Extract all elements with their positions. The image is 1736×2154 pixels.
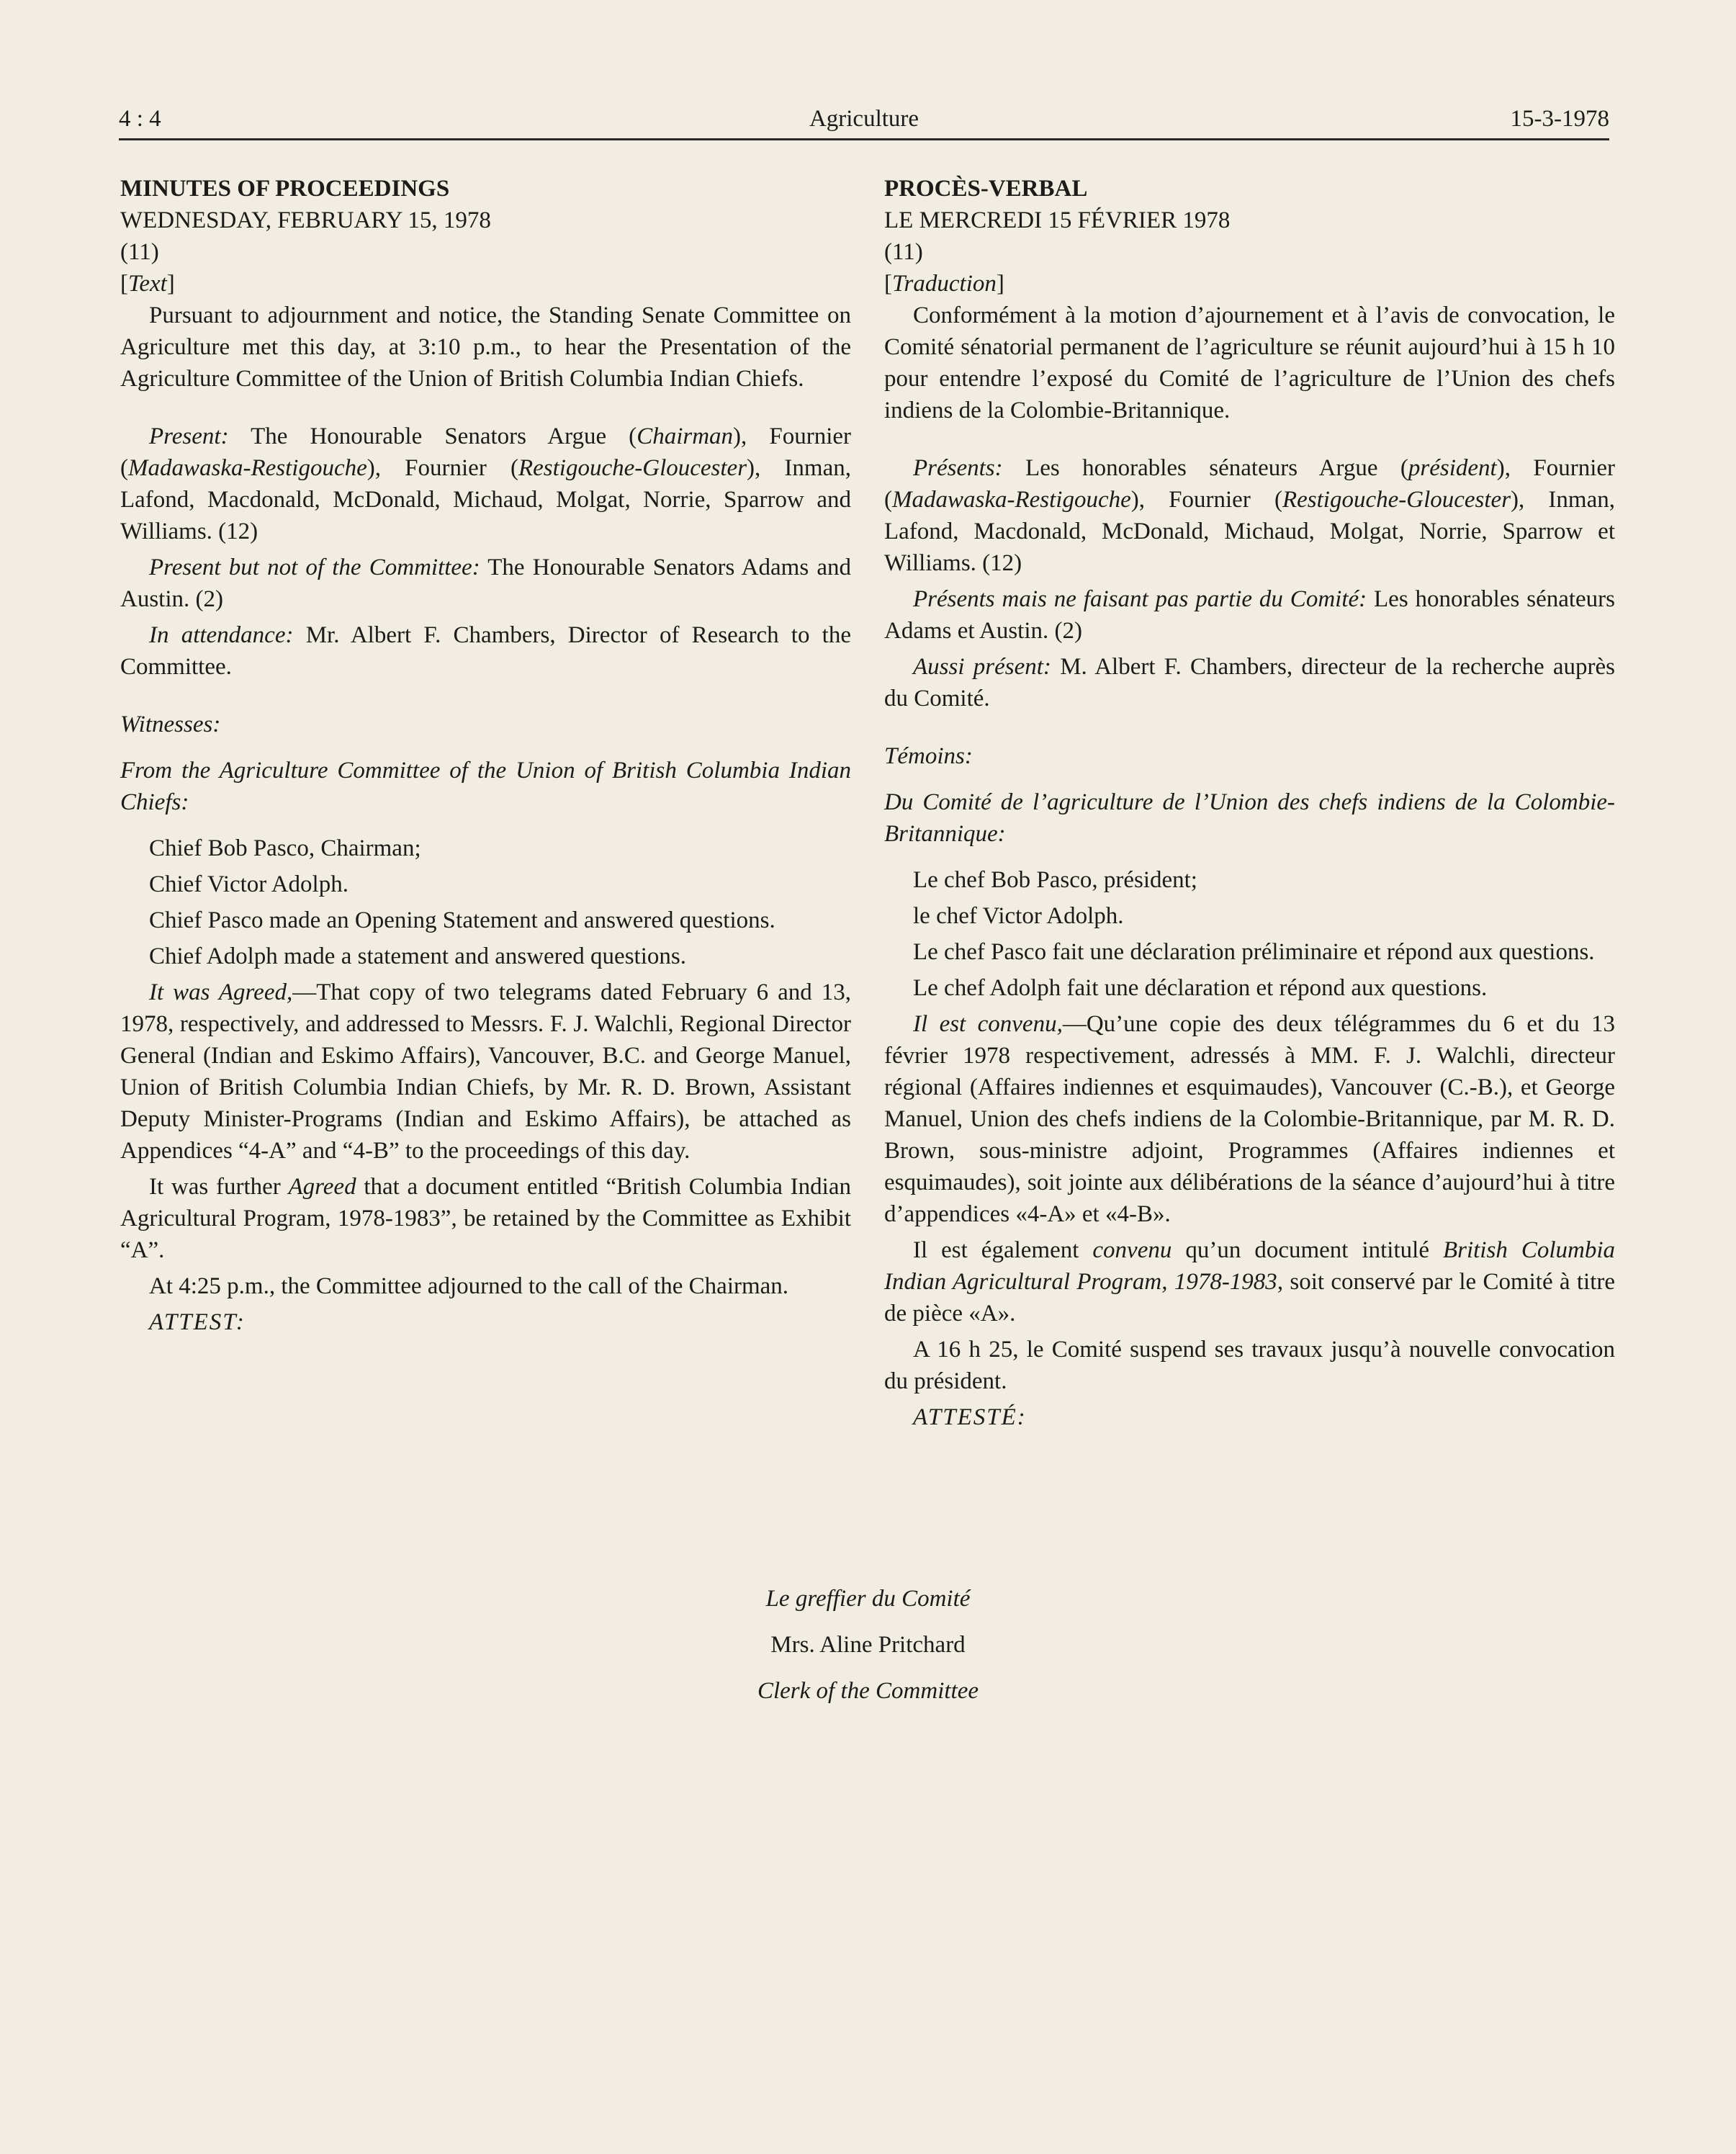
text-tag: [Text] (120, 271, 175, 297)
adolph-paragraph: Chief Adolph made a statement and answered questions. (149, 943, 686, 969)
further-agreed-paragraph-fr (884, 1234, 1615, 1329)
further-text-c-fr: , soit conservé par le Comité à titre de pièce «A». (884, 1269, 1615, 1327)
clerk-name: Mrs. Aline Pritchard (770, 1632, 966, 1658)
present-text-c: ), Fournier ( (366, 455, 518, 481)
agreed-label-fr: Il est convenu, (913, 1011, 1063, 1037)
agreed-paragraph-fr (884, 1008, 1615, 1230)
present-label: Present: (149, 423, 229, 449)
present-text-d: ), Inman, Lafond, Macdonald, McDonald, Michaud, Molgat, Norrie, Sparrow and Williams. (12) (120, 455, 851, 544)
attendance-label: In attendance: (149, 622, 294, 648)
present-madawaska-fr: Madawaska-Restigouche (892, 487, 1131, 513)
not-committee-label-fr: Présents mais ne faisant pas partie du Comité: (913, 586, 1367, 612)
clerk-title-en: Clerk of the Committee (757, 1678, 979, 1704)
further-agreed-word-fr: convenu (1092, 1237, 1172, 1263)
witness-1-fr: Le chef Bob Pasco, président; (913, 867, 1197, 893)
further-title-fr: British Columbia Indian Agricultural Program, 1978-1983 (884, 1237, 1615, 1295)
adjourn-paragraph: At 4:25 p.m., the Committee adjourned to the call of the Chairman. (149, 1273, 789, 1299)
header-date: 15-3-1978 (1510, 106, 1609, 132)
header-rule (119, 138, 1609, 140)
witnesses-label-fr: Témoins: (884, 743, 973, 769)
attendance-paragraph-fr (884, 651, 1615, 714)
proces-verbal-heading: PROCÈS-VERBAL (884, 176, 1088, 202)
pasco-paragraph: Chief Pasco made an Opening Statement and answered questions. (149, 907, 775, 933)
signature-block (0, 1576, 1736, 1714)
not-committee-text-fr: Les honorables sénateurs Adams et Austin. (2) (884, 586, 1616, 644)
present-text-d-fr: ), Inman, Lafond, Macdonald, McDonald, Michaud, Molgat, Norrie, Sparrow et Williams. (12) (884, 487, 1615, 576)
present-chairman: Chairman (637, 423, 734, 449)
meeting-number: (11) (120, 239, 159, 265)
present-text-a-fr: Les honorables sénateurs Argue ( (1002, 455, 1408, 481)
agreed-paragraph (120, 977, 851, 1167)
present-paragraph (120, 421, 851, 547)
attest-label: ATTEST: (149, 1309, 246, 1335)
present-text-b-fr: ), Fournier ( (884, 455, 1616, 513)
not-committee-paragraph-fr (884, 583, 1615, 647)
further-agreed-paragraph (120, 1171, 851, 1266)
translation-tag: [Traduction] (884, 271, 1004, 297)
further-text-a-fr: Il est également (913, 1237, 1093, 1263)
pasco-paragraph-fr: Le chef Pasco fait une déclaration préliminaire et répond aux questions. (913, 939, 1595, 965)
present-label-fr: Présents: (913, 455, 1003, 481)
agreed-text-fr: —Qu’une copie des deux télégrammes du 6 et du 13 février 1978 respectivement, adressés à MM. F. J. Walchli, directeur régional (Affaires indiennes et esquimaudes), Vancouver (C.-B.), et George Manuel, Union des chefs indiens de la Colombie-Britannique, par M. R. D. Brown, sous-ministre adjoint, Programmes (Affaires indiennes et esquimaudes), soit jointe aux délibérations de la séance d’aujourd’hui à titre d’appendices «4-A» et «4-B». (884, 1011, 1615, 1227)
minutes-heading: MINUTES OF PROCEEDINGS (120, 176, 450, 202)
witness-1: Chief Bob Pasco, Chairman; (149, 835, 421, 861)
text-tag-label: Text (128, 271, 167, 297)
not-committee-paragraph (120, 552, 851, 615)
adjourn-paragraph-fr: A 16 h 25, le Comité suspend ses travaux jusqu’à nouvelle convocation du président. (884, 1337, 1615, 1394)
further-text-a: It was further (149, 1174, 289, 1200)
agreed-text: —That copy of two telegrams dated February 6 and 13, 1978, respectively, and addressed to Messrs. F. J. Walchli, Regional Director General (Indian and Eskimo Affairs), Vancouver, B.C. and George Manuel, Union of British Columbia Indian Chiefs, by Mr. R. D. Brown, Assistant Deputy Minister-Programs (Indian and Eskimo Affairs), be attached as Appendices “4-A” and “4-B” to the proceedings of this day. (120, 979, 852, 1164)
present-text-b: ), Fournier ( (120, 423, 852, 481)
page-number: 4 : 4 (119, 106, 161, 132)
english-column (120, 173, 851, 1338)
opening-paragraph-fr: Conformément à la motion d’ajournement et à l’avis de convocation, le Comité sénatorial permanent de l’agriculture se réunit aujourd’hui à 15 h 10 pour entendre l’exposé du Comité de l’agriculture de l’Union des chefs indiens de la Colombie-Britannique. (884, 302, 1615, 423)
further-text-b: that a document entitled “British Columbia Indian Agricultural Program, 1978-1983”, be retained by the Committee as Exhibit “A”. (120, 1174, 851, 1263)
present-text-a: The Honourable Senators Argue ( (251, 423, 637, 449)
witnesses-from: From the Agriculture Committee of the Union of British Columbia Indian Chiefs: (120, 758, 851, 815)
further-agreed-word: Agreed (288, 1174, 356, 1200)
present-restigouche-fr: Restigouche-Gloucester (1282, 487, 1511, 513)
meeting-number-fr: (11) (884, 239, 923, 265)
opening-paragraph: Pursuant to adjournment and notice, the Standing Senate Committee on Agriculture met this day, at 3:10 p.m., to hear the Presentation of the Agriculture Committee of the Union of British Columbia Indian Chiefs. (120, 302, 851, 392)
present-text-c-fr: ), Fournier ( (1130, 487, 1282, 513)
witnesses-from-fr: Du Comité de l’agriculture de l’Union des chefs indiens de la Colombie-Britannique: (884, 789, 1615, 847)
adolph-paragraph-fr: Le chef Adolph fait une déclaration et répond aux questions. (913, 975, 1488, 1001)
translation-tag-label: Traduction (892, 271, 997, 297)
present-madawaska: Madawaska-Restigouche (128, 455, 367, 481)
not-committee-text: The Honourable Senators Adams and Austin. (2) (120, 555, 851, 612)
agreed-label: It was Agreed, (149, 979, 293, 1005)
french-column (884, 173, 1615, 1433)
page-header (119, 101, 1609, 144)
clerk-title-fr: Le greffier du Comité (765, 1586, 971, 1612)
not-committee-label: Present but not of the Committee: (149, 555, 480, 580)
attendance-label-fr: Aussi présent: (913, 654, 1051, 680)
witness-2: Chief Victor Adolph. (149, 871, 348, 897)
attest-label-fr: ATTESTÉ: (913, 1404, 1027, 1430)
meeting-date-fr: LE MERCREDI 15 FÉVRIER 1978 (884, 207, 1231, 233)
attendance-text-fr: M. Albert F. Chambers, directeur de la recherche auprès du Comité. (884, 654, 1615, 712)
further-text-b-fr: qu’un document intitulé (1171, 1237, 1443, 1263)
present-paragraph-fr (884, 452, 1615, 579)
meeting-date: WEDNESDAY, FEBRUARY 15, 1978 (120, 207, 491, 233)
witnesses-label: Witnesses: (120, 712, 221, 737)
present-restigouche: Restigouche-Gloucester (518, 455, 747, 481)
witness-2-fr: le chef Victor Adolph. (913, 903, 1124, 929)
running-title: Agriculture (809, 106, 919, 132)
attendance-text: Mr. Albert F. Chambers, Director of Research to the Committee. (120, 622, 852, 680)
attendance-paragraph (120, 619, 851, 683)
present-president-fr: président (1408, 455, 1497, 481)
